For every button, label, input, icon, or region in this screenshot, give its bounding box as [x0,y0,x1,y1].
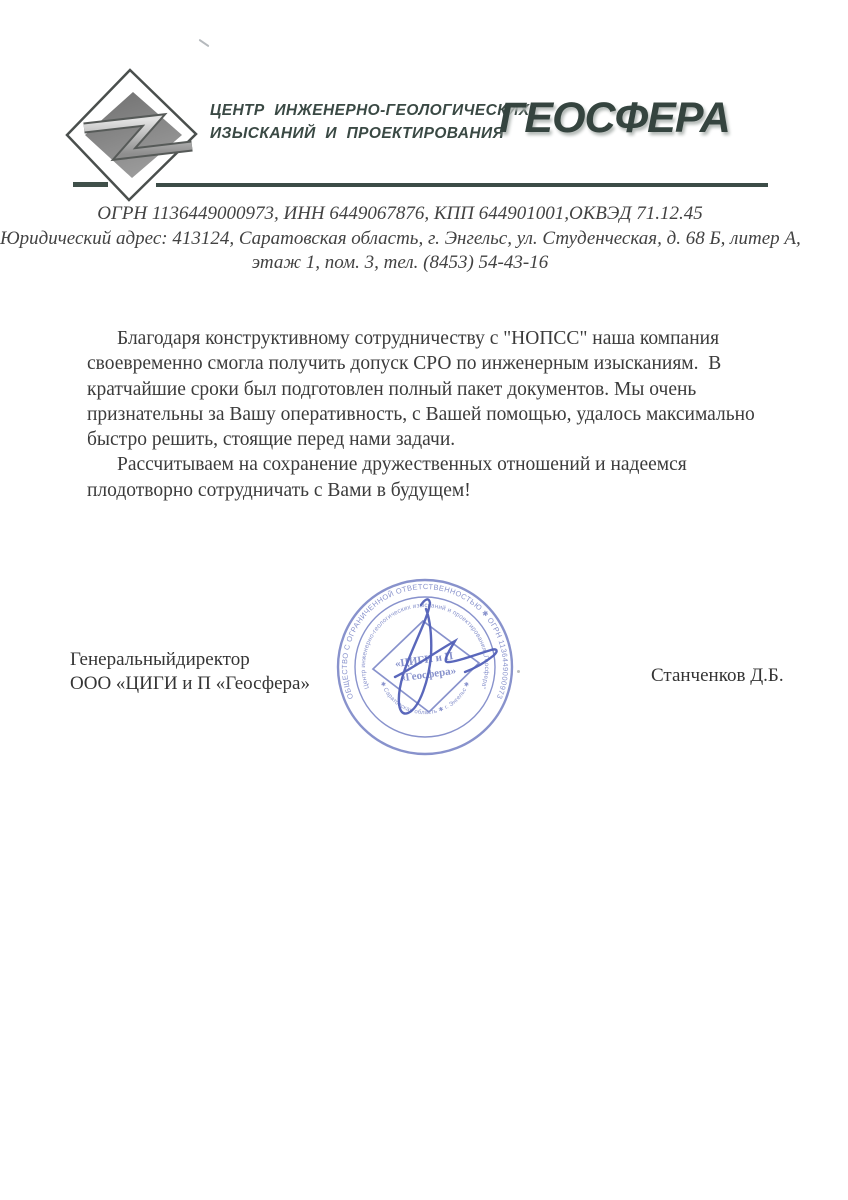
org-name-line1: ЦЕНТР ИНЖЕНЕРНО-ГЕОЛОГИЧЕСКИХ [210,102,530,119]
letter-body [87,326,787,503]
stamp-middle-ring-text: Центр инженерно-геологических изысканий и проектирования „Геосфера“ [359,601,491,690]
company-round-stamp [332,574,518,760]
scan-scratch-mark [199,39,210,48]
requisites-phone: этаж 1, пом. 3, тел. (8453) 54-43-16 [251,252,549,273]
company-logo-icon [58,62,206,210]
requisites-address: Юридический адрес: 413124, Саратовская область, г. Энгельс, ул. Студенческая, д. 68 Б, литер А, [0,227,801,249]
brand-name: ГЕОСФЕРА [499,94,730,142]
body-line: Рассчитываем на сохранение дружественных отношений и надеемся [117,454,687,476]
requisites-registration: ОГРН 1136449000973, ИНН 6449067876, КПП 644901001,ОКВЭД 71.12.45 [97,203,703,224]
body-line: Благодаря конструктивному сотрудничеству с "НОПСС" наша компания [117,328,720,349]
header-rule-long [156,183,768,187]
scan-speck [517,670,520,673]
org-name-block [210,99,530,145]
stamp-center-text-line2: «Геосфера» [399,664,457,685]
body-line: признательны за Вашу оперативность, с Вашей помощью, удалось максимально [87,403,755,425]
signatory-name: Станченков Д.Б. [651,665,784,686]
stamp-outer-ring-text: ОБЩЕСТВО С ОГРАНИЧЕННОЙ ОТВЕТСТВЕННОСТЬЮ ✱ ОГРН 1136449000973 [339,582,511,701]
body-line: кратчайшие сроки был подготовлен полный пакет документов. Мы очень [87,378,697,400]
signatory-title-line1: Генеральныйдиректор [70,649,250,670]
stamp-center-text-line1: «ЦИГИ и П [394,650,454,671]
body-line: быстро решить, стоящие перед нами задачи. [87,429,456,451]
signatory-title-block [70,648,310,696]
body-line: своевременно смогла получить допуск СРО по инженерным изысканиям. В [87,353,722,375]
header-rule-short [73,182,108,187]
org-name-line2: ИЗЫСКАНИЙ И ПРОЕКТИРОВАНИЯ [210,125,505,142]
signatory-title-line2: ООО «ЦИГИ и П «Геосфера» [70,673,310,694]
company-requisites [0,202,800,276]
body-line: плодотворно сотрудничать с Вами в будущем! [87,479,471,501]
stamp-bottom-arc-text: ✱ Саратовская область ✱ г. Энгельс ✱ [378,681,472,717]
